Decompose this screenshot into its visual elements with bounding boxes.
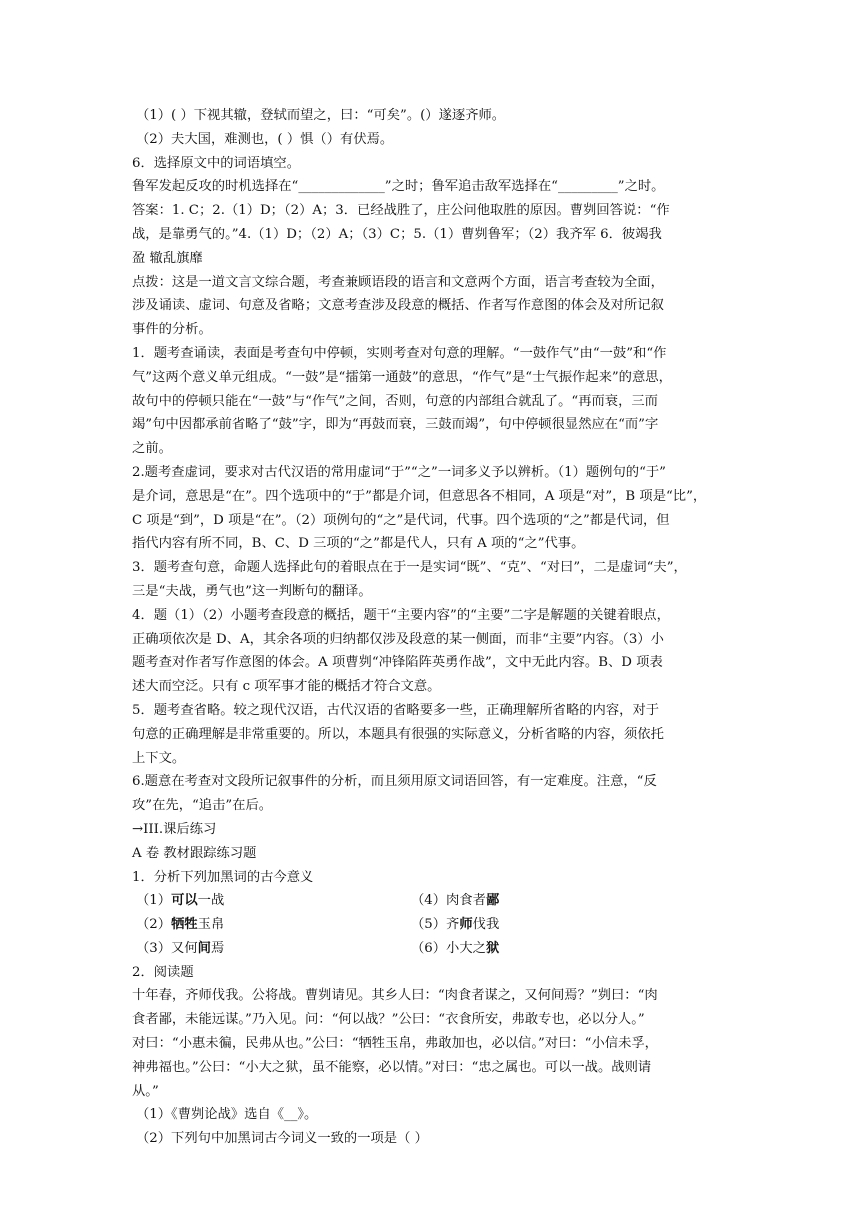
- text-line: 点拨：这是一道文言文综合题，考查兼顾语段的语言和文意两个方面，语言考查较为全面，: [132, 274, 664, 290]
- text-block-2: [132, 961, 732, 1151]
- vocab-prefix: （5）齐: [411, 917, 460, 933]
- text-line: 2.题考查虚词，要求对古代汉语的常用虚词“于”“之”一词多义予以辨析。（1）题例句的“于”: [132, 464, 666, 480]
- text-line: 3．题考查句意，命题人选择此句的着眼点在于一是实词“既”、“克”、“对曰”，二是虚词“夫”，: [132, 560, 687, 576]
- vocab-prefix: （3）又何: [136, 940, 198, 956]
- section-heading: →III.课后练习: [132, 821, 217, 837]
- text-block-1: [132, 104, 732, 889]
- vocab-item: [132, 937, 411, 961]
- vocab-row: [132, 889, 732, 913]
- text-line: 4．题（1）（2）小题考查段意的概括，题干“主要内容”的“主要”二字是解题的关键着眼点，: [132, 607, 670, 623]
- vocab-bold-word: 鄙: [485, 893, 500, 909]
- text-line: 6.题意在考查对文段所记叙事件的分析，而且须用原文词语回答，有一定难度。注意，“反: [132, 774, 657, 790]
- text-line: 5．题考查省略。较之现代汉语，古代汉语的省略要多一些，正确理解所省略的内容，对于: [132, 702, 660, 718]
- text-line: 事件的分析。: [132, 322, 212, 338]
- vocab-item: [411, 889, 499, 913]
- text-line: 指代内容有所不同，B、C、D 三项的“之”都是代人，只有 A 项的“之”代事。: [132, 536, 585, 552]
- vocab-prefix: （6）小大之: [411, 940, 486, 956]
- text-line: （2）夫大国，难测也，( ）惧（）有伏焉。: [136, 131, 394, 147]
- vocab-prefix: （1）: [136, 893, 172, 909]
- vocab-bold-word: 师: [459, 917, 473, 933]
- text-line: （2）下列句中加黑词古今词义一致的一项是（ ）: [136, 1131, 428, 1147]
- text-line: 气”这两个意义单元组成。“一鼓”是“擂第一通鼓”的意思，“作气”是“士气振作起来”的意思，: [132, 369, 672, 385]
- vocab-bold-word: 可以: [171, 893, 198, 909]
- vocab-suffix: 伐我: [472, 917, 500, 933]
- vocab-bold-word: 牺牲: [171, 917, 198, 933]
- text-line: 故句中的停顿只能在“一鼓”与“作气”之间，否则，句意的内部组合就乱了。“再而衰，三而: [132, 393, 658, 409]
- text-line: 攻”在先，“追击”在后。: [132, 798, 273, 814]
- text-line: 十年春，齐师伐我。公将战。曹刿请见。其乡人曰：“肉食者谋之，又何间焉？”刿曰：“肉: [132, 988, 658, 1004]
- vocab-item: [411, 913, 499, 937]
- text-line: 题考查对作者写作意图的体会。A 项曹刿“冲锋陷阵英勇作战”，文中无此内容。B、D 项表: [132, 655, 663, 671]
- text-line: 盈 辙乱旗靡: [132, 250, 203, 266]
- vocab-grid: [132, 889, 732, 960]
- text-line: 是介词，意思是“在”。四个选项中的“于”都是介词，但意思各不相同，A 项是“对”，B 项是“比”，: [132, 488, 707, 504]
- document-page: [132, 104, 732, 1151]
- text-line: 句意的正确理解是非常重要的。所以，本题具有很强的实际意义，分析省略的内容，须依托: [132, 726, 664, 742]
- text-line: A 卷 教材跟踪练习题: [132, 845, 257, 861]
- vocab-bold-word: 狱: [485, 940, 500, 956]
- vocab-item: [132, 913, 411, 937]
- text-line: 神弗福也。”公曰：“小大之狱，虽不能察，必以情。”对曰：“忠之属也。可以一战。战则请: [132, 1059, 652, 1075]
- text-line: 对曰：“小惠未徧，民弗从也。”公曰：“牺牲玉帛，弗敢加也，必以信。”对曰：“小信未孚，: [132, 1036, 658, 1052]
- vocab-suffix: 一战: [197, 893, 225, 909]
- text-line: 上下文。: [132, 750, 186, 766]
- text-line: C 项是“到”，D 项是“在”。（2）项例句的“之”是代词，代事。四个选项的“之”都是代词，但: [132, 512, 670, 528]
- text-line: 述大而空泛。只有 c 项军事才能的概括才符合文意。: [132, 679, 441, 695]
- text-line: 涉及诵读、虚词、句意及省略；文意考查涉及段意的概括、作者写作意图的体会及对所记叙: [132, 298, 664, 314]
- text-line: 2．阅读题: [132, 964, 194, 980]
- text-line: 竭”句中因都承前省略了“鼓”字，即为“再鼓而衰，三鼓而竭”，句中停顿很显然应在“而”字: [132, 417, 659, 433]
- text-line: 从。”: [132, 1083, 159, 1099]
- text-line: 之前。: [132, 441, 172, 457]
- vocab-item: [132, 889, 411, 913]
- text-line: 鲁军发起反攻的时机选择在“_____________”之时；鲁军追击敌军选择在“_________”之时。: [132, 179, 665, 195]
- text-line: 食者鄙，未能远谋。”乃入见。问：“何以战？”公曰：“衣食所安，弗敢专也，必以分人。”: [132, 1012, 645, 1028]
- text-line: 1．分析下列加黑词的古今意义: [132, 869, 314, 885]
- vocab-prefix: （4）肉食者: [411, 893, 486, 909]
- text-line: 答案：1. C；2.（1）D；（2）A；3．已经战胜了，庄公问他取胜的原因。曹刿回答说：“作: [132, 203, 670, 219]
- vocab-row: [132, 937, 732, 961]
- text-line: 1．题考查诵读，表面是考查句中停顿，实则考查对句意的理解。“一鼓作气”由“一鼓”和“作: [132, 345, 667, 361]
- text-line: （1）《曹刿论战》选自《__》。: [136, 1107, 318, 1123]
- vocab-item: [411, 937, 499, 961]
- text-line: 三是“夫战，勇气也”这一判断句的翻译。: [132, 583, 372, 599]
- text-line: 正确项依次是 D、A，其余各项的归纳都仅涉及段意的某一侧面，而非“主要”内容。（3）小: [132, 631, 664, 647]
- vocab-row: [132, 913, 732, 937]
- vocab-suffix: 焉: [210, 940, 225, 956]
- vocab-suffix: 玉帛: [197, 917, 225, 933]
- text-line: （1）( ）下视其辙，登轼而望之，曰：“可矣”。(）遂逐齐师。: [136, 108, 506, 123]
- vocab-bold-word: 间: [197, 940, 211, 956]
- text-line: 战，是靠勇气的。”4.（1）D；（2）A；（3）C；5.（1）曹刿鲁军；（2）我齐军 6．彼竭我: [132, 226, 662, 242]
- vocab-prefix: （2）: [136, 917, 172, 933]
- text-line: 6．选择原文中的词语填空。: [132, 155, 301, 171]
